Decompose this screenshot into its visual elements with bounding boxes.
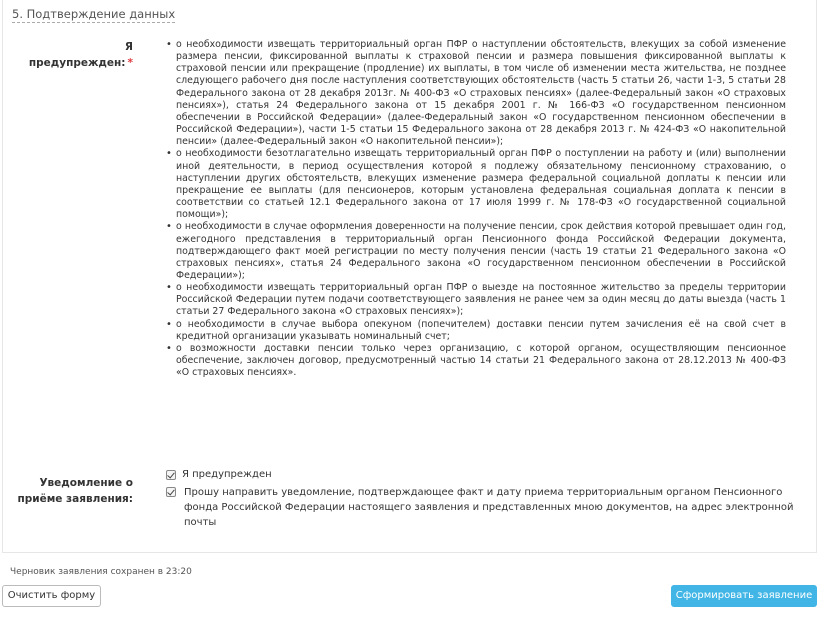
warning-item: • о необходимости извещать территориальный орган ПФР о наступлении обстоятельств, влекущих за собой изменение размера пенсии, фиксированной выплаты к страховой пенсии и размера повышения фиксированной выплаты к страховой пенсии или прекращение (продление) их выплаты, в том числе об изменении места жительства, не позднее следующего рабочего дня после наступления соответствующих обстоятельств (часть 5 статьи 26, части 1-3, 5 статьи 28 Федерального закона от 28 декабря 2013г. № 400-ФЗ «О страховых пенсиях» (далее-Федеральный закон «О страховых пенсиях»), статья 24 Федерального закона от 15 декабря 2001 г. № 166-ФЗ «О государственном пенсионном обеспечении в Российской Федерации» (далее-Федеральный закон «О государственном пенсионном обеспечении в Российской Федерации»), части 1-5 статьи 15 Федерального закона от 28 декабря 2013 г. № 424-ФЗ «О накопительной пенсии» (далее-Федеральный закон «О накопительной пенсии»); — [165, 39, 786, 148]
warning-item: • о необходимости извещать территориальный орган ПФР о выезде на постоянное жительство за пределы территории Российской Федерации путем подачи соответствующего заявления не ранее чем за один месяц до даты выезда (часть 1 статьи 27 Федерального закона «О страховых пенсиях»); — [165, 282, 786, 318]
warned-checkbox-row[interactable] — [166, 468, 272, 482]
notification-checkbox-row[interactable] — [166, 485, 804, 530]
warned-label-text: Я предупрежден: — [28, 41, 133, 69]
warning-item: • о возможности доставки пенсии только через организацию, с которой органом, осуществляющим пенсионное обеспечение, заключен договор, предусмотренный частью 14 статьи 21 Федерального закона от 28.12.2013 № 400-ФЗ «О страховых пенсиях». — [165, 343, 786, 379]
section-title: 5. Подтверждение данных — [12, 7, 176, 21]
warnings-list — [165, 39, 786, 379]
clear-form-button[interactable]: Очистить форму — [2, 585, 101, 607]
warning-item: • о необходимости в случае оформления доверенности на получение пенсии, срок действия которой превышает один год, ежегодного представления в территориальный орган Пенсионного фонда Российской Федерации документа, подтверждающего факт моей регистрации по месту получения пенсии (часть 19 статьи 21 Федерального закона «О страховых пенсиях», статья 24 Федерального закона «О государственном пенсионном обеспечении в Российской Федерации»); — [165, 221, 786, 282]
required-marker: * — [127, 57, 133, 69]
warned-label — [23, 39, 133, 71]
warning-item: • о необходимости в случае выбора опекуном (попечителем) доставки пенсии путем зачисления её на свой счет в кредитной организации указывать номинальный счет; — [165, 319, 786, 343]
notification-text: Прошу направить уведомление, подтверждающее факт и дату приема территориальным органом Пенсионного фонда Российской Федерации настоящего заявления и представленных мною документов, на адрес электронной почты — [184, 487, 794, 528]
warned-checkbox[interactable] — [166, 470, 176, 480]
notification-checkbox[interactable] — [166, 487, 176, 497]
draft-status: Черновик заявления сохранен в 23:20 — [10, 567, 192, 577]
notification-label: Уведомление о приёме заявления: — [17, 477, 133, 505]
warned-checkbox-label: Я предупрежден — [182, 469, 272, 480]
generate-application-button[interactable]: Сформировать заявление — [671, 585, 817, 607]
confirmation-panel — [2, 0, 817, 553]
warning-item: • о необходимости безотлагательно извещать территориальный орган ПФР о поступлении на работу и (или) выполнении иной деятельности, в период осуществления которой я подлежу обязательному пенсионному страхованию, о наступлении других обстоятельств, влекущих изменение размера федеральной социальной доплаты к пенсии или прекращение ее выплаты (для пенсионеров, которым установлена федеральная социальная доплата к пенсии в соответствии со статьей 12.1 Федерального закона от 17 июля 1999 г. № 178-ФЗ «О государственной социальной помощи»); — [165, 148, 786, 221]
